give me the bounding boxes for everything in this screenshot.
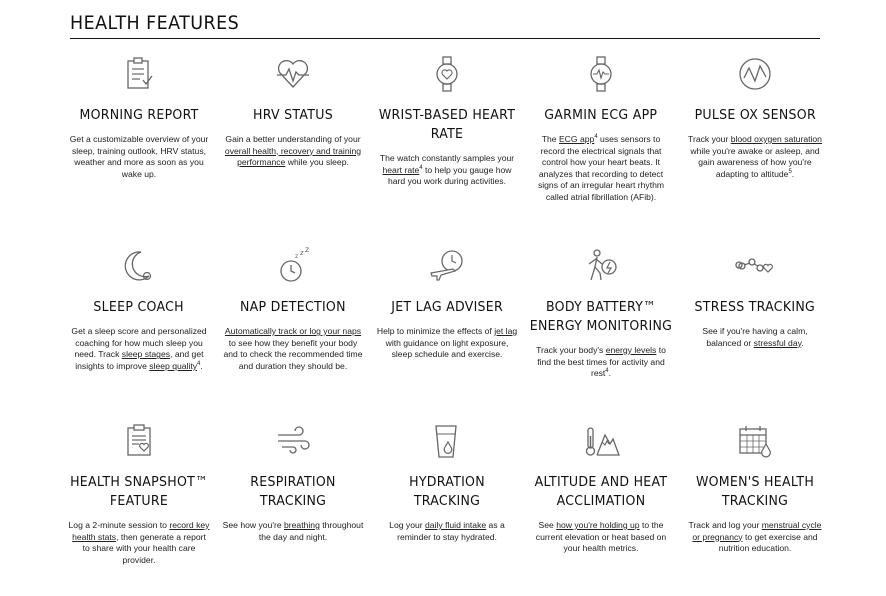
feature-title-text: WOMEN'S HEALTH TRACKING (695, 474, 815, 509)
feature-card-hydration (370, 421, 524, 543)
feature-text: The (541, 134, 559, 144)
feature-link[interactable]: jet lag (494, 326, 518, 336)
feature-title (370, 473, 524, 511)
feature-title-text: ALTITUDE AND HEAT ACCLIMATION (534, 474, 668, 509)
feature-text: while you sleep. (285, 157, 349, 168)
svg-text:z: z (295, 253, 299, 260)
feature-title (62, 473, 216, 511)
glass-drop-icon (427, 421, 467, 461)
feature-description (222, 134, 364, 169)
feature-title (216, 298, 370, 317)
feature-title (524, 106, 678, 125)
feature-title (678, 298, 832, 317)
feature-title (678, 106, 832, 125)
feature-text: Track your body's (536, 345, 606, 355)
nap-clock-icon (273, 246, 313, 286)
feature-description (222, 326, 364, 372)
feature-text: Get a sleep score and personalized coaching for how much sleep you need. Track (71, 326, 207, 360)
feature-link[interactable]: menstrual cycle or pregnancy (692, 520, 822, 542)
features-grid (62, 54, 832, 596)
feature-title (524, 473, 678, 511)
feature-text: uses sensors to record the electrical signals that control how your heart beats. It analyzes that recording to detect signs of an irregular heart rhythm called atrial fibrillation (AFib). (537, 134, 665, 202)
feature-text: as a reminder to stay hydrated. (397, 520, 505, 542)
feature-text: . (608, 368, 612, 379)
feature-text: See how you're (222, 520, 285, 530)
feature-text: Gain a better understanding of your (225, 134, 361, 144)
features-row-2 (62, 246, 832, 421)
feature-title-text: HRV STATUS (253, 107, 333, 123)
footnote-marker: 4 (594, 134, 598, 141)
plane-clock-icon (427, 246, 467, 286)
feature-title (370, 298, 524, 317)
feature-text: . (801, 337, 804, 348)
feature-text: Log your (389, 520, 426, 530)
feature-card-nap-detection (216, 246, 370, 372)
feature-title-text: STRESS TRACKING (694, 299, 816, 315)
header-divider (70, 38, 820, 39)
wind-icon (273, 421, 313, 461)
feature-link[interactable]: breathing (284, 520, 320, 530)
feature-card-respiration (216, 421, 370, 543)
footnote-marker: 4 (419, 164, 423, 171)
feature-title-text: RESPIRATION TRACKING (250, 474, 336, 509)
feature-card-hrv-status (216, 54, 370, 169)
feature-link[interactable]: energy levels (605, 345, 657, 355)
heart-pulse-icon (273, 54, 313, 94)
feature-text: , and get insights to improve (75, 349, 204, 371)
feature-text: . (791, 168, 795, 179)
feature-title-text: BODY BATTERY™ ENERGY MONITORING (529, 299, 673, 334)
feature-description (68, 326, 210, 372)
feature-link[interactable]: how you're holding up (556, 520, 640, 530)
feature-title (216, 106, 370, 125)
feature-title (216, 473, 370, 511)
feature-title-text: PULSE OX SENSOR (694, 107, 816, 123)
feature-description (530, 520, 672, 555)
watch-icon (427, 54, 467, 94)
feature-title (62, 106, 216, 125)
feature-description (68, 134, 210, 180)
feature-text: to see how they benefit your body and to check the recommended time and duration they should be. (223, 337, 363, 371)
feature-text: The watch constantly samples your (379, 153, 515, 163)
feature-description (376, 153, 518, 188)
feature-text: Track your (688, 134, 731, 144)
feature-link[interactable]: blood oxygen saturation (730, 134, 822, 144)
feature-text: See if you're having a calm, balanced or (702, 326, 808, 348)
feature-description (530, 134, 672, 204)
feature-description (376, 520, 518, 543)
feature-title-text: JET LAG ADVISER (391, 299, 503, 315)
feature-title-text: MORNING REPORT (79, 107, 199, 123)
feature-link[interactable]: stressful day (753, 337, 802, 348)
ecg-watch-icon (581, 54, 621, 94)
feature-text: to get exercise and nutrition education. (718, 531, 818, 554)
feature-card-garmin-ecg (524, 54, 678, 204)
feature-title-text: SLEEP COACH (93, 299, 185, 315)
pulse-ox-icon (735, 54, 775, 94)
feature-description (684, 134, 826, 180)
feature-title-text: GARMIN ECG APP (544, 107, 658, 123)
feature-card-health-snapshot (62, 421, 216, 566)
feature-description (376, 326, 518, 361)
feature-card-wrist-heart-rate (370, 54, 524, 188)
feature-link[interactable]: daily fluid intake (425, 520, 487, 530)
feature-text: to the current elevation or heat based on your health metrics. (535, 520, 667, 554)
feature-description (684, 326, 826, 349)
feature-text: while you're awake or asleep, and gain awareness of how you're adapting to altitude (690, 145, 820, 179)
feature-text: Help to minimize the effects of (376, 326, 495, 336)
feature-title (524, 298, 678, 336)
feature-text: Log a 2-minute session to (68, 520, 170, 530)
footnote-marker: 4 (197, 360, 201, 367)
feature-text: to help you gauge how hard you work during activities. (388, 164, 512, 187)
feature-text: , then generate a report to share with your health care provider. (82, 531, 206, 565)
feature-title (62, 298, 216, 317)
feature-card-stress-tracking (678, 246, 832, 349)
thermometer-mountain-icon (581, 421, 621, 461)
feature-card-pulse-ox (678, 54, 832, 180)
feature-text: Get a customizable overview of your sleep, training outlook, HRV status, weather and more as soon as you wake up. (69, 134, 209, 179)
feature-link[interactable]: ECG app (558, 134, 595, 144)
feature-text: with guidance on light exposure, sleep schedule and exercise. (385, 337, 509, 360)
feature-description (222, 520, 364, 543)
page-title: HEALTH FEATURES (70, 12, 240, 34)
person-energy-icon (581, 246, 621, 286)
feature-text: See (538, 520, 557, 530)
feature-title-text: NAP DETECTION (240, 299, 346, 315)
feature-card-altitude-heat (524, 421, 678, 555)
feature-description (68, 520, 210, 566)
feature-title-text: HEALTH SNAPSHOT™ FEATURE (70, 474, 208, 509)
moon-icon (119, 246, 159, 286)
feature-link[interactable]: Automatically track or log your naps (224, 326, 362, 336)
feature-link[interactable]: sleep stages (121, 349, 171, 360)
feature-text: . (200, 360, 203, 371)
feature-text: to find the best times for activity and rest (537, 345, 666, 379)
footnote-marker: 5 (788, 168, 792, 175)
feature-title (678, 473, 832, 511)
clipboard-icon (119, 54, 159, 94)
feature-text: Track and log your (688, 520, 762, 530)
features-row-1 (62, 54, 832, 246)
svg-text:z: z (300, 249, 304, 257)
feature-title (370, 106, 524, 144)
feature-card-jet-lag (370, 246, 524, 361)
feature-title-text: WRIST-BASED HEART RATE (378, 107, 516, 142)
feature-card-sleep-coach (62, 246, 216, 372)
features-row-3 (62, 421, 832, 596)
calendar-drop-icon (735, 421, 775, 461)
feature-link[interactable]: record key health stats (72, 520, 210, 542)
stress-icon (735, 246, 775, 286)
feature-description (530, 345, 672, 380)
feature-description (684, 520, 826, 555)
footnote-marker: 4 (605, 368, 609, 375)
feature-link[interactable]: sleep quality (149, 360, 198, 371)
feature-link[interactable]: overall health, recovery and training performance (224, 145, 362, 168)
feature-title-text: HYDRATION TRACKING (409, 474, 485, 509)
feature-card-womens-health (678, 421, 832, 555)
feature-card-body-battery (524, 246, 678, 380)
feature-link[interactable]: heart rate (382, 164, 420, 175)
feature-card-morning-report (62, 54, 216, 180)
feature-text: throughout the day and night. (258, 520, 364, 542)
clipboard-heart-icon (119, 421, 159, 461)
svg-text:z: z (305, 246, 310, 254)
section-header (70, 10, 820, 39)
